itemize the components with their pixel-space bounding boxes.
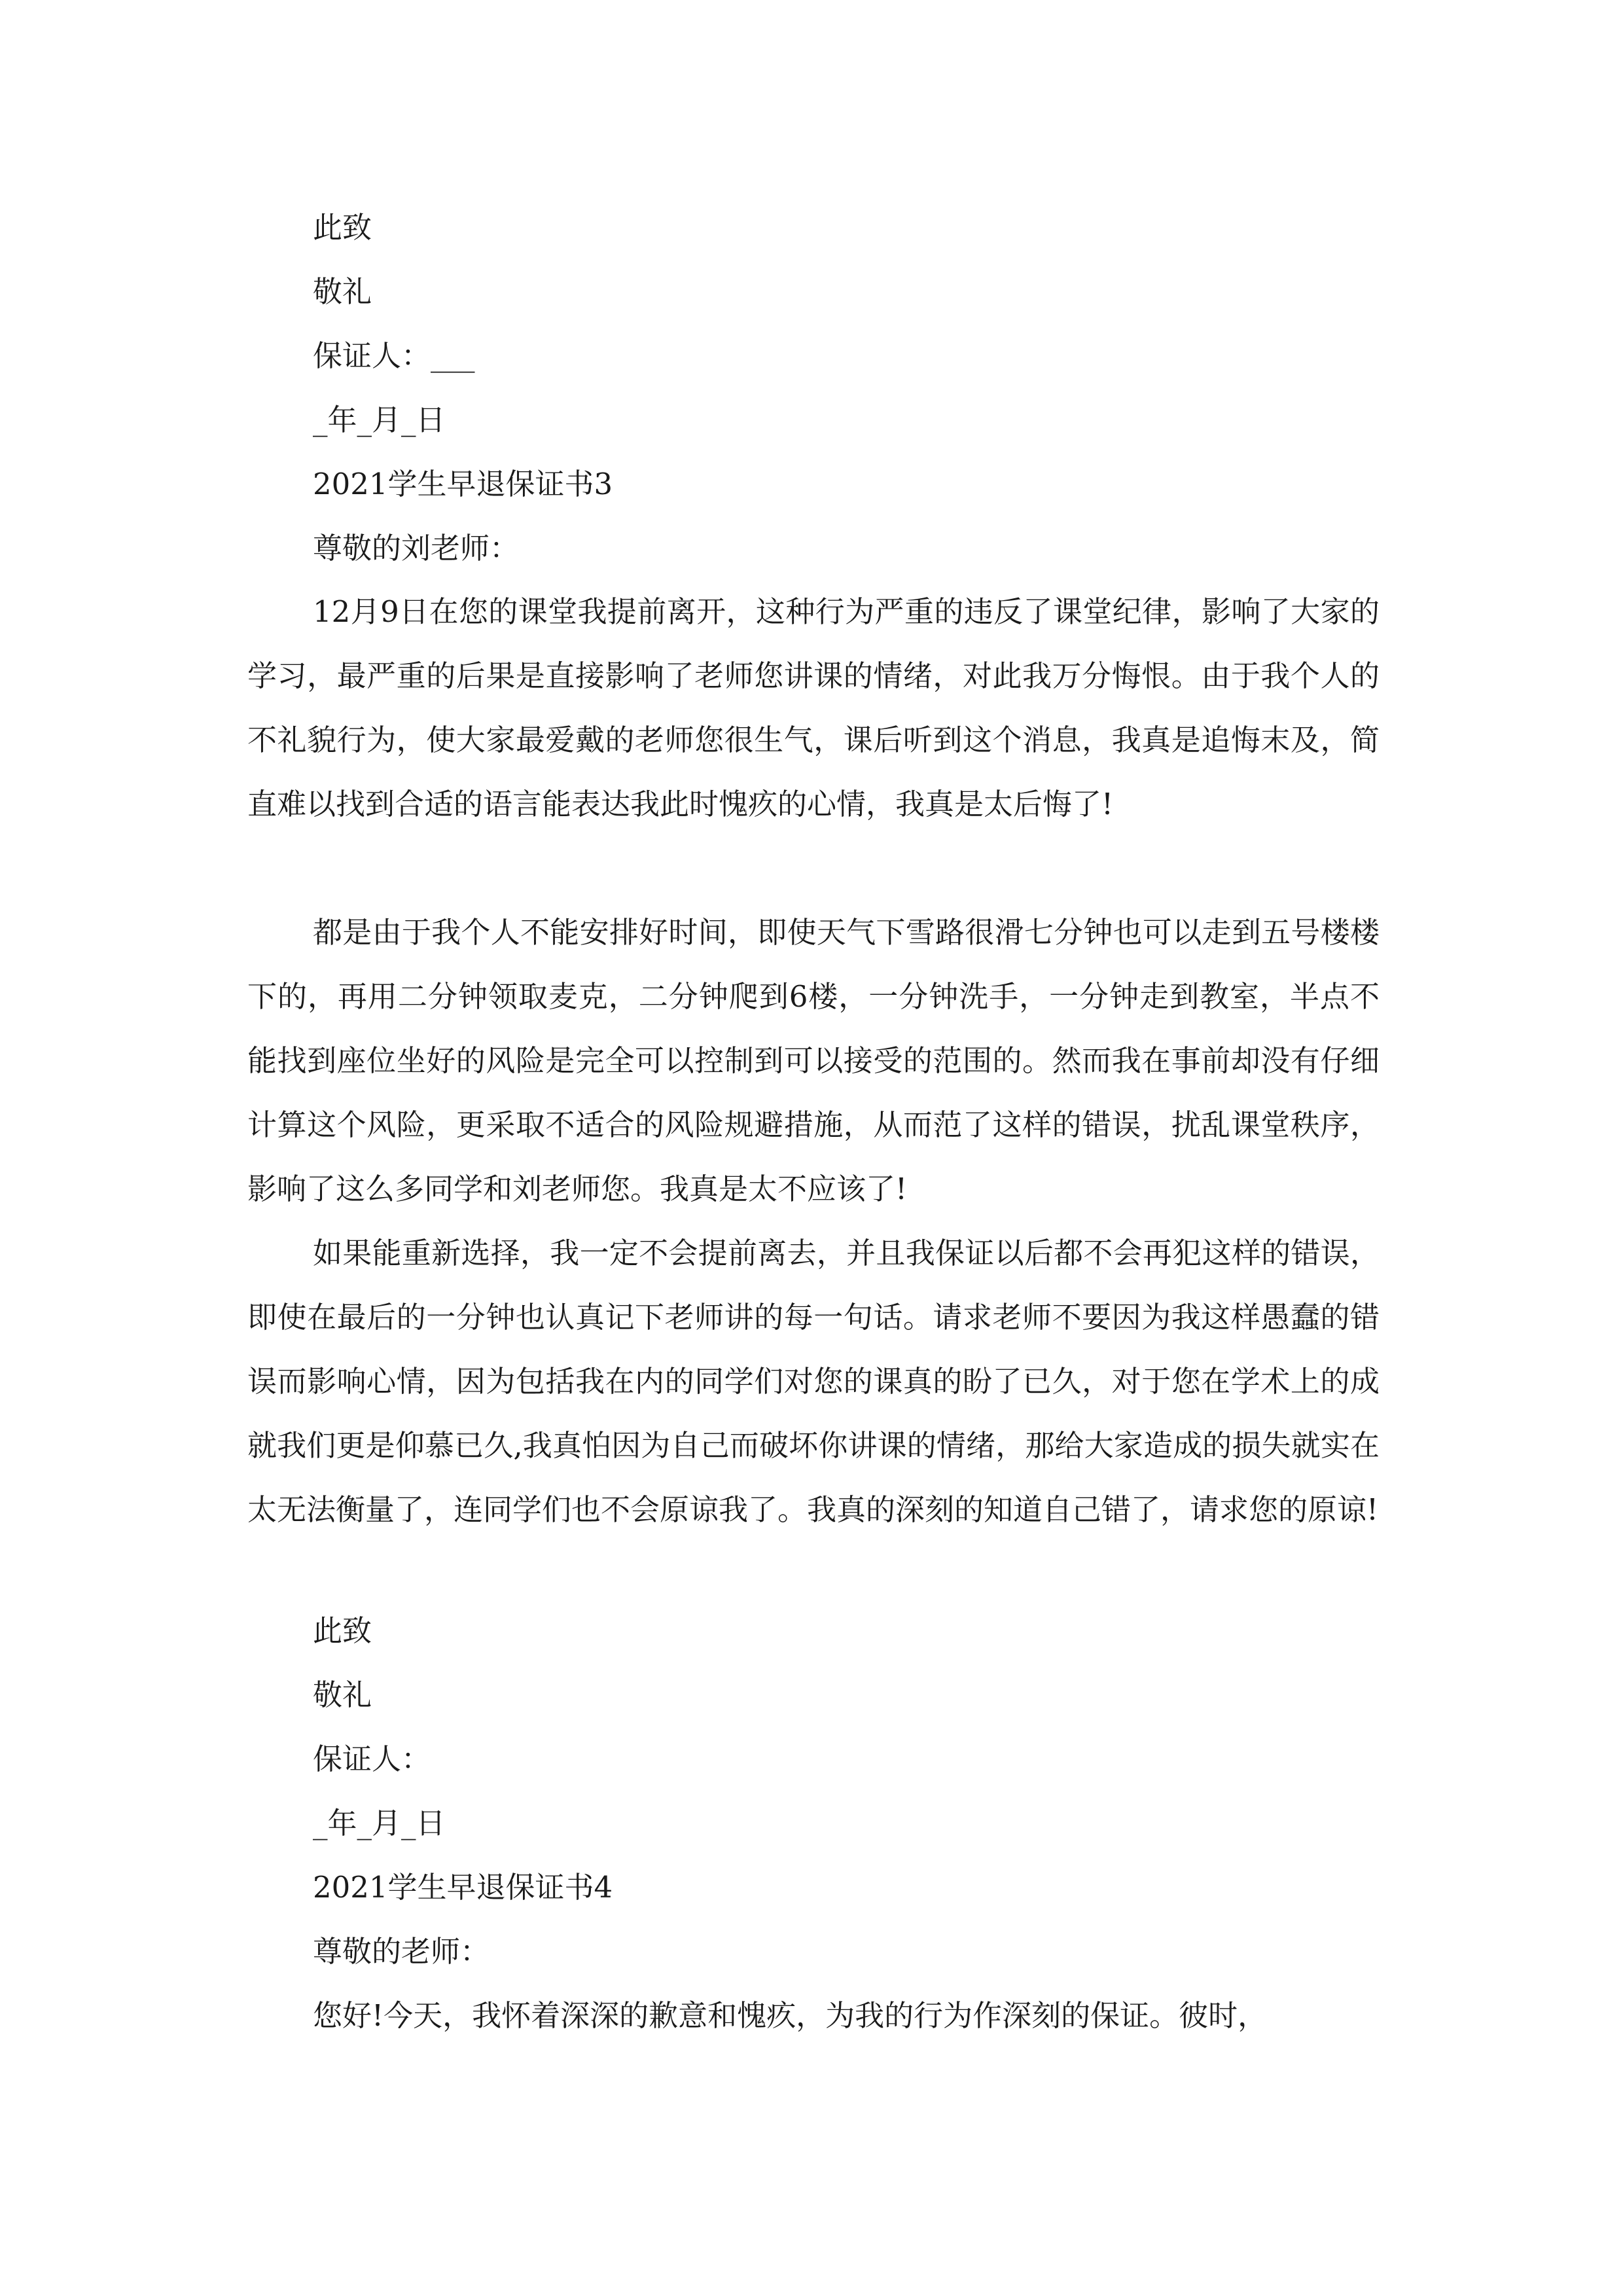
letter-3-paragraph-3: 如果能重新选择，我一定不会提前离去，并且我保证以后都不会再犯这样的错误，即使在最后的一分钟也认真记下老师讲的每一句话。请求老师不要因为我这样愚蠢的错误而影响心情，因为包括我在内的同学们对您的课真的盼了已久，对于您在学术上的成就我们更是仰慕已久,我真怕因为自己而破坏你讲课的情绪，那给大家造成的损失就实在太无法衡量了，连同学们也不会原谅我了。我真的深刻的知道自己错了，请求您的原谅! [247,1236,1380,1527]
letter-3-title: 2021学生早退保证书3 [313,467,613,501]
signer-line: 保证人：___ [313,338,475,373]
letter-4-title: 2021学生早退保证书4 [313,1870,613,1905]
date-line: _年_月_日 [313,403,446,437]
letter-3-closing-1: 此致 [313,1613,372,1648]
letter-3-signer: 保证人： [313,1742,431,1776]
letter-3-paragraph-2: 都是由于我个人不能安排好时间，即使天气下雪路很滑七分钟也可以走到五号楼楼下的，再用二分钟领取麦克，二分钟爬到6楼，一分钟洗手，一分钟走到教室，半点不能找到座位坐好的风险是完全可以控制到可以接受的范围的。然而我在事前却没有仔细计算这个风险，更采取不适合的风险规避措施，从而范了这样的错误，扰乱课堂秩序，影响了这么多同学和刘老师您。我真是太不应该了! [247,915,1380,1206]
closing-line-2: 敬礼 [313,274,372,309]
letter-3-paragraph-1: 12月9日在您的课堂我提前离开，这种行为严重的违反了课堂纪律，影响了大家的学习，最严重的后果是直接影响了老师您讲课的情绪，对此我万分悔恨。由于我个人的不礼貌行为，使大家最爱戴的老师您很生气，课后听到这个消息，我真是追悔末及，简直难以找到合适的语言能表达我此时愧疚的心情，我真是太后悔了! [247,594,1380,821]
closing-line-1: 此致 [313,210,372,245]
letter-3-closing-2: 敬礼 [313,1677,372,1712]
letter-4-paragraph-1: 您好!今天，我怀着深深的歉意和愧疚，为我的行为作深刻的保证。彼时， [313,1998,1268,2033]
letter-3-date: _年_月_日 [313,1806,446,1840]
letter-4-salutation: 尊敬的老师： [313,1934,490,1969]
letter-3-salutation: 尊敬的刘老师： [313,531,520,565]
